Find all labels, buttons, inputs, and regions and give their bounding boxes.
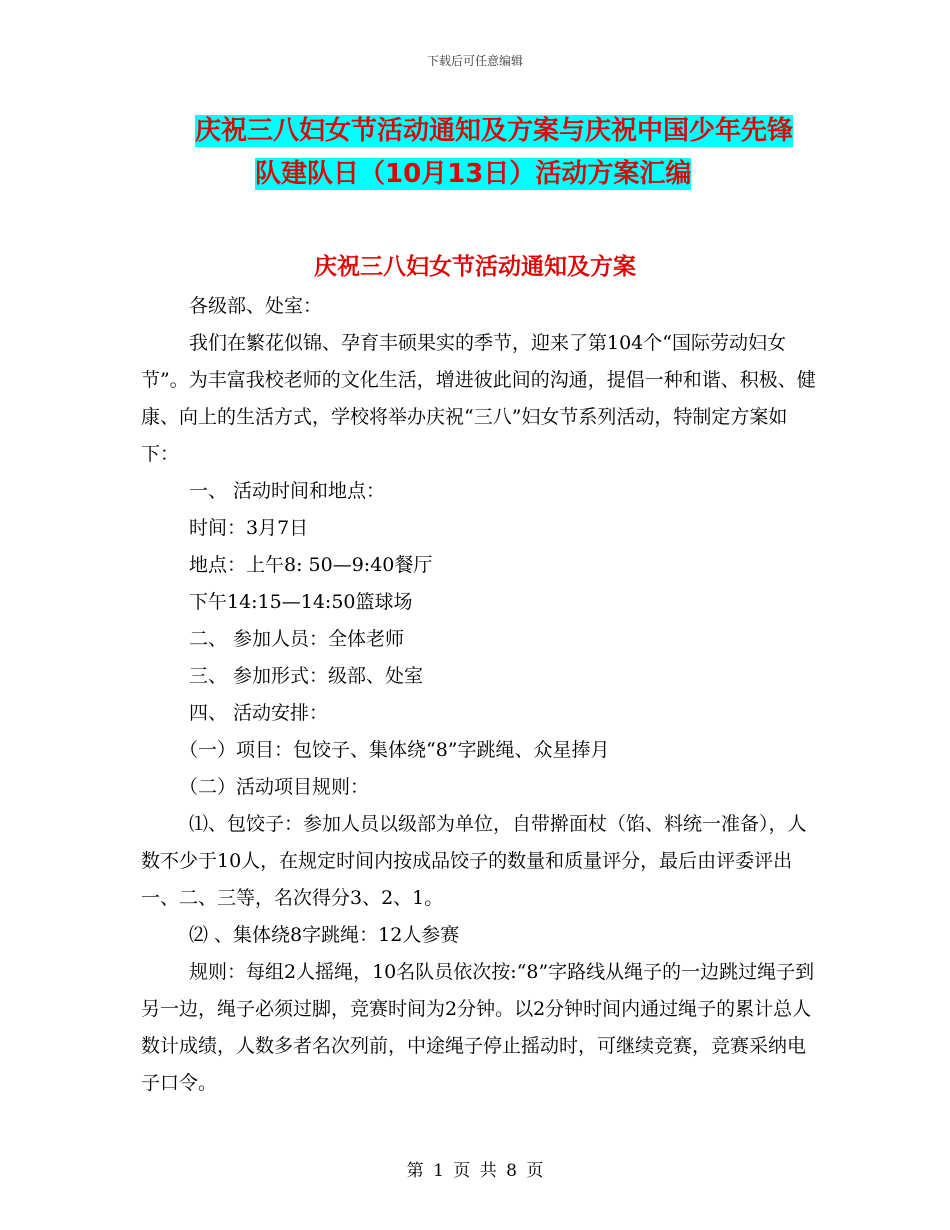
jump-rope-heading: ⑵ 、集体绕8字跳绳：12人参赛 — [189, 924, 460, 946]
document-title-line-1: 庆祝三八妇女节活动通知及方案与庆祝中国少年先锋 — [195, 116, 794, 146]
time-line: 时间：3月7日 — [189, 517, 309, 539]
document-title-line-2: 队建队日（10月13日）活动方案汇编 — [255, 159, 692, 189]
items-line: （一）项目：包饺子、集体绕“8”字跳绳、众星捧月 — [179, 739, 610, 761]
afternoon-line: 下午14:15—14:50篮球场 — [189, 591, 413, 613]
jump-rope-rule-paragraph: 规则：每组2人摇绳，10名队员依次按:“8”字路线从绳子的一边跳过绳子到另一边，绳子必须过脚，竞赛时间为2分钟。以2分钟时间内通过绳子的累计总人数计成绩，人数多者名次列前，中途绳子停止摇动时，可继续竞赛，竞赛采纳电子口令。 — [141, 961, 815, 1094]
place-line: 地点：上午8: 50—9:40餐厅 — [189, 554, 433, 576]
page-footer: 第 1 页 共 8 页 — [406, 1161, 544, 1181]
intro-paragraph: 我们在繁花似锦、孕育丰硕果实的季节，迎来了第104个“国际劳动妇女节”。为丰富我校老师的文化生活，增进彼此间的沟通，提倡一种和谐、积极、健康、向上的生活方式，学校将举办庆祝“三八”妇女节系列活动，特制定方案如下： — [141, 332, 816, 465]
heading-format: 三、 参加形式：级部、处室 — [189, 665, 424, 687]
salutation: 各级部、处室： — [189, 295, 323, 317]
document-body — [141, 288, 821, 1102]
heading-arrangement: 四、 活动安排： — [189, 702, 329, 724]
rules-heading: （二）活动项目规则： — [179, 776, 370, 798]
document-title — [195, 110, 835, 196]
page-header-note: 下载后可任意编辑 — [426, 54, 523, 68]
heading-participants: 二、 参加人员：全体老师 — [189, 628, 405, 650]
section-title: 庆祝三八妇女节活动通知及方案 — [314, 254, 636, 280]
heading-time-place: 一、 活动时间和地点： — [189, 480, 386, 502]
dumpling-rule-paragraph: ⑴、包饺子：参加人员以级部为单位，自带擀面杖（馅、料统一准备），人数不少于10人，在规定时间内按成品饺子的数量和质量评分，最后由评委评出一、二、三等，名次得分3、2、1。 — [141, 813, 807, 909]
